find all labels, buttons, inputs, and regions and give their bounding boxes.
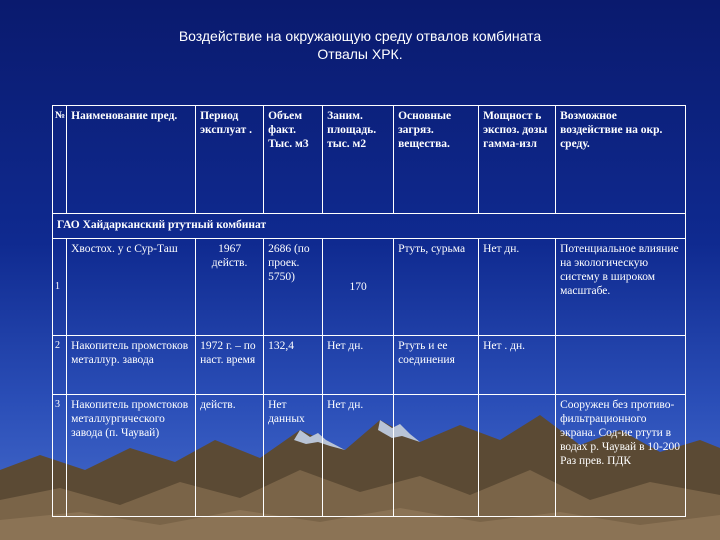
row-impact: Сооружен без противо-фильтрационного экрана. Сод-ие ртути в водах р. Чаувай в 10-200 Раз прев. ПДК [556,395,686,517]
row-period: 1972 г. – по наст. время [196,336,264,395]
row-volume: Нет данных [264,395,323,517]
table-row [53,395,686,517]
row-pollutants [394,395,479,517]
header-period: Период эксплуат . [196,106,264,214]
row-gamma-dose: Нет . дн. [479,336,556,395]
header-area: Заним. площадь. тыс. м2 [323,106,394,214]
row-pollutants: Ртуть, сурьма [394,239,479,336]
title-line-1: Воздействие на окружающую среду отвалов комбината [178,28,542,44]
dumps-table-wrapper [52,105,686,517]
title-line-2: Отвалы ХРК. [317,46,403,62]
row-volume: 2686 (по проек. 5750) [264,239,323,336]
header-impact: Возможное воздействие на окр. среду. [556,106,686,214]
group-row [53,214,686,239]
row-number: 1 [53,239,67,336]
row-name: Накопитель промстоков металлур. завода [67,336,196,395]
header-gamma-dose: Мощност ь экспоз. дозы гамма-изл [479,106,556,214]
row-area: Нет дн. [323,395,394,517]
row-gamma-dose [479,395,556,517]
row-area: Нет дн. [323,336,394,395]
header-name: Наименование пред. [67,106,196,214]
header-pollutants: Основные загряз. вещества. [394,106,479,214]
table-header-row [53,106,686,214]
row-name: Хвостох. у с Сур-Таш [67,239,196,336]
dumps-table [52,105,686,517]
row-pollutants: Ртуть и ее соединения [394,336,479,395]
row-period: 1967 действ. [196,239,264,336]
row-area: 170 [323,239,394,336]
table-row [53,336,686,395]
row-name: Накопитель промстоков металлургического завода (п. Чаувай) [67,395,196,517]
row-impact [556,336,686,395]
header-volume: Объем факт. Тыс. м3 [264,106,323,214]
row-number: 3 [53,395,67,517]
row-volume: 132,4 [264,336,323,395]
row-number: 2 [53,336,67,395]
row-gamma-dose: Нет дн. [479,239,556,336]
row-impact: Потенциальное влияние на экологическую систему в широком масштабе. [556,239,686,336]
group-title: ГАО Хайдарканский ртутный комбинат [53,214,686,239]
header-number: № [53,106,67,214]
slide-title [0,27,720,63]
row-period: действ. [196,395,264,517]
table-row [53,239,686,336]
